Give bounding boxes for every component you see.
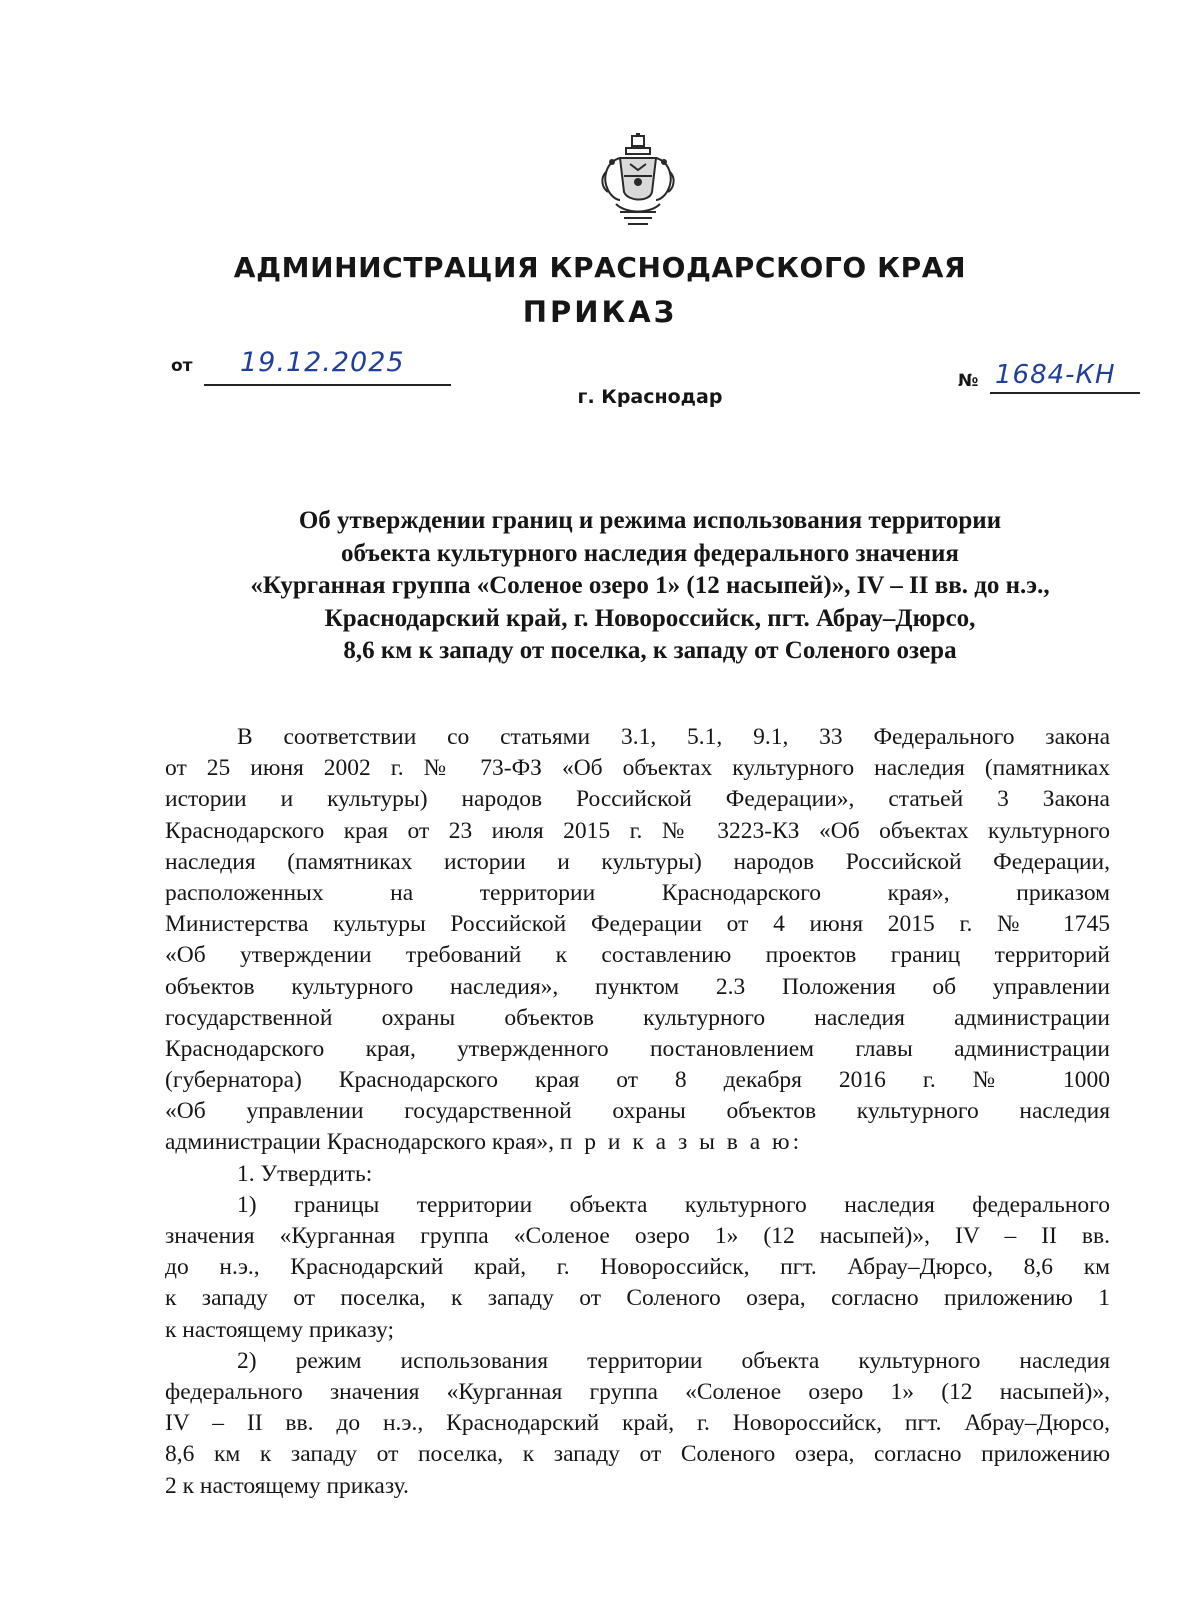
body-line: 1) границы территории объекта культурного наследия федерального xyxy=(237,1191,1110,1218)
body-line xyxy=(165,1127,1110,1158)
body-line: расположенных на территории Краснодарского края», приказом xyxy=(165,879,1110,906)
body-line: Краснодарского края от 23 июля 2015 г. № 3223-КЗ «Об объектах культурного xyxy=(165,817,1110,844)
body-line: до н.э., Краснодарский край, г. Новороссийск, пгт. Абрау–Дюрсо, 8,6 км xyxy=(165,1254,1110,1281)
order-word: п р и к а з ы в а ю: xyxy=(559,1129,803,1156)
body-line: «Об утверждении требований к составлению проектов границ территорий xyxy=(165,942,1110,969)
krasnodar-coat-of-arms-icon xyxy=(598,132,678,232)
body-line: государственной охраны объектов культурного наследия администрации xyxy=(165,1004,1110,1031)
heading-line: «Курганная группа «Соленое озеро 1» (12 насыпей)», IV – II вв. до н.э., xyxy=(250,572,1050,599)
body-line: федерального значения «Курганная группа «Соленое озеро 1» (12 насыпей)», xyxy=(165,1378,1110,1405)
body-line: 1. Утвердить: xyxy=(237,1160,373,1187)
body-line: «Об управлении государственной охраны объектов культурного наследия xyxy=(165,1098,1110,1125)
document-type: ПРИКАЗ xyxy=(522,295,678,329)
body-line: IV – II вв. до н.э., Краснодарский край, г. Новороссийск, пгт. Абрау–Дюрсо, xyxy=(165,1410,1110,1437)
number-underline xyxy=(990,392,1140,394)
date-label: от xyxy=(171,356,193,376)
body-line: истории и культуры) народов Российской Федерации», статьей 3 Закона xyxy=(165,786,1110,813)
document-body xyxy=(165,722,1110,1502)
heading-line: 8,6 км к западу от поселка, к западу от Соленого озера xyxy=(343,637,957,664)
body-line: значения «Курганная группа «Соленое озеро 1» (12 насыпей)», IV – II вв. xyxy=(165,1223,1110,1249)
body-line: наследия (памятниках истории и культуры) народов Российской Федерации, xyxy=(165,848,1110,875)
city-label: г. Краснодар xyxy=(577,386,723,408)
body-line: Краснодарского края, утвержденного постановлением главы администрации xyxy=(165,1035,1110,1062)
body-line: 2 к настоящему приказу. xyxy=(165,1472,409,1499)
heading-line: объекта культурного наследия федерального значения xyxy=(341,539,959,567)
body-line: Министерства культуры Российской Федерации от 4 июня 2015 г. № 1745 xyxy=(165,911,1110,938)
heading-line: Краснодарский край, г. Новороссийск, пгт. Абрау–Дюрсо, xyxy=(324,604,976,632)
body-line: от 25 июня 2002 г. № 73-ФЗ «Об объектах культурного наследия (памятниках xyxy=(165,755,1110,782)
heading-line: Об утверждении границ и режима использования территории xyxy=(298,507,1002,534)
body-line: объектов культурного наследия», пунктом 2.3 Положения об управлении xyxy=(165,973,1110,1000)
body-line: 8,6 км к западу от поселка, к западу от Соленого озера, согласно приложению xyxy=(165,1441,1110,1468)
document-heading xyxy=(170,505,1130,668)
organization-title: АДМИНИСТРАЦИЯ КРАСНОДАРСКОГО КРАЯ xyxy=(233,251,967,284)
body-line: (губернатора) Краснодарского края от 8 декабря 2016 г. № 1000 xyxy=(165,1067,1110,1094)
body-line: В соответствии со статьями 3.1, 5.1, 9.1, 33 Федерального закона xyxy=(237,724,1110,750)
number-value: 1684-КН xyxy=(995,360,1116,390)
body-line: 2) режим использования территории объекта культурного наследия xyxy=(237,1347,1110,1374)
body-line: к западу от поселка, к западу от Соленого озера, согласно приложению 1 xyxy=(165,1285,1110,1312)
number-label: № xyxy=(958,371,979,391)
body-line-part: администрации Краснодарского края», xyxy=(165,1129,554,1156)
body-line: к настоящему приказу; xyxy=(165,1316,394,1343)
date-value: 19.12.2025 xyxy=(240,347,405,378)
